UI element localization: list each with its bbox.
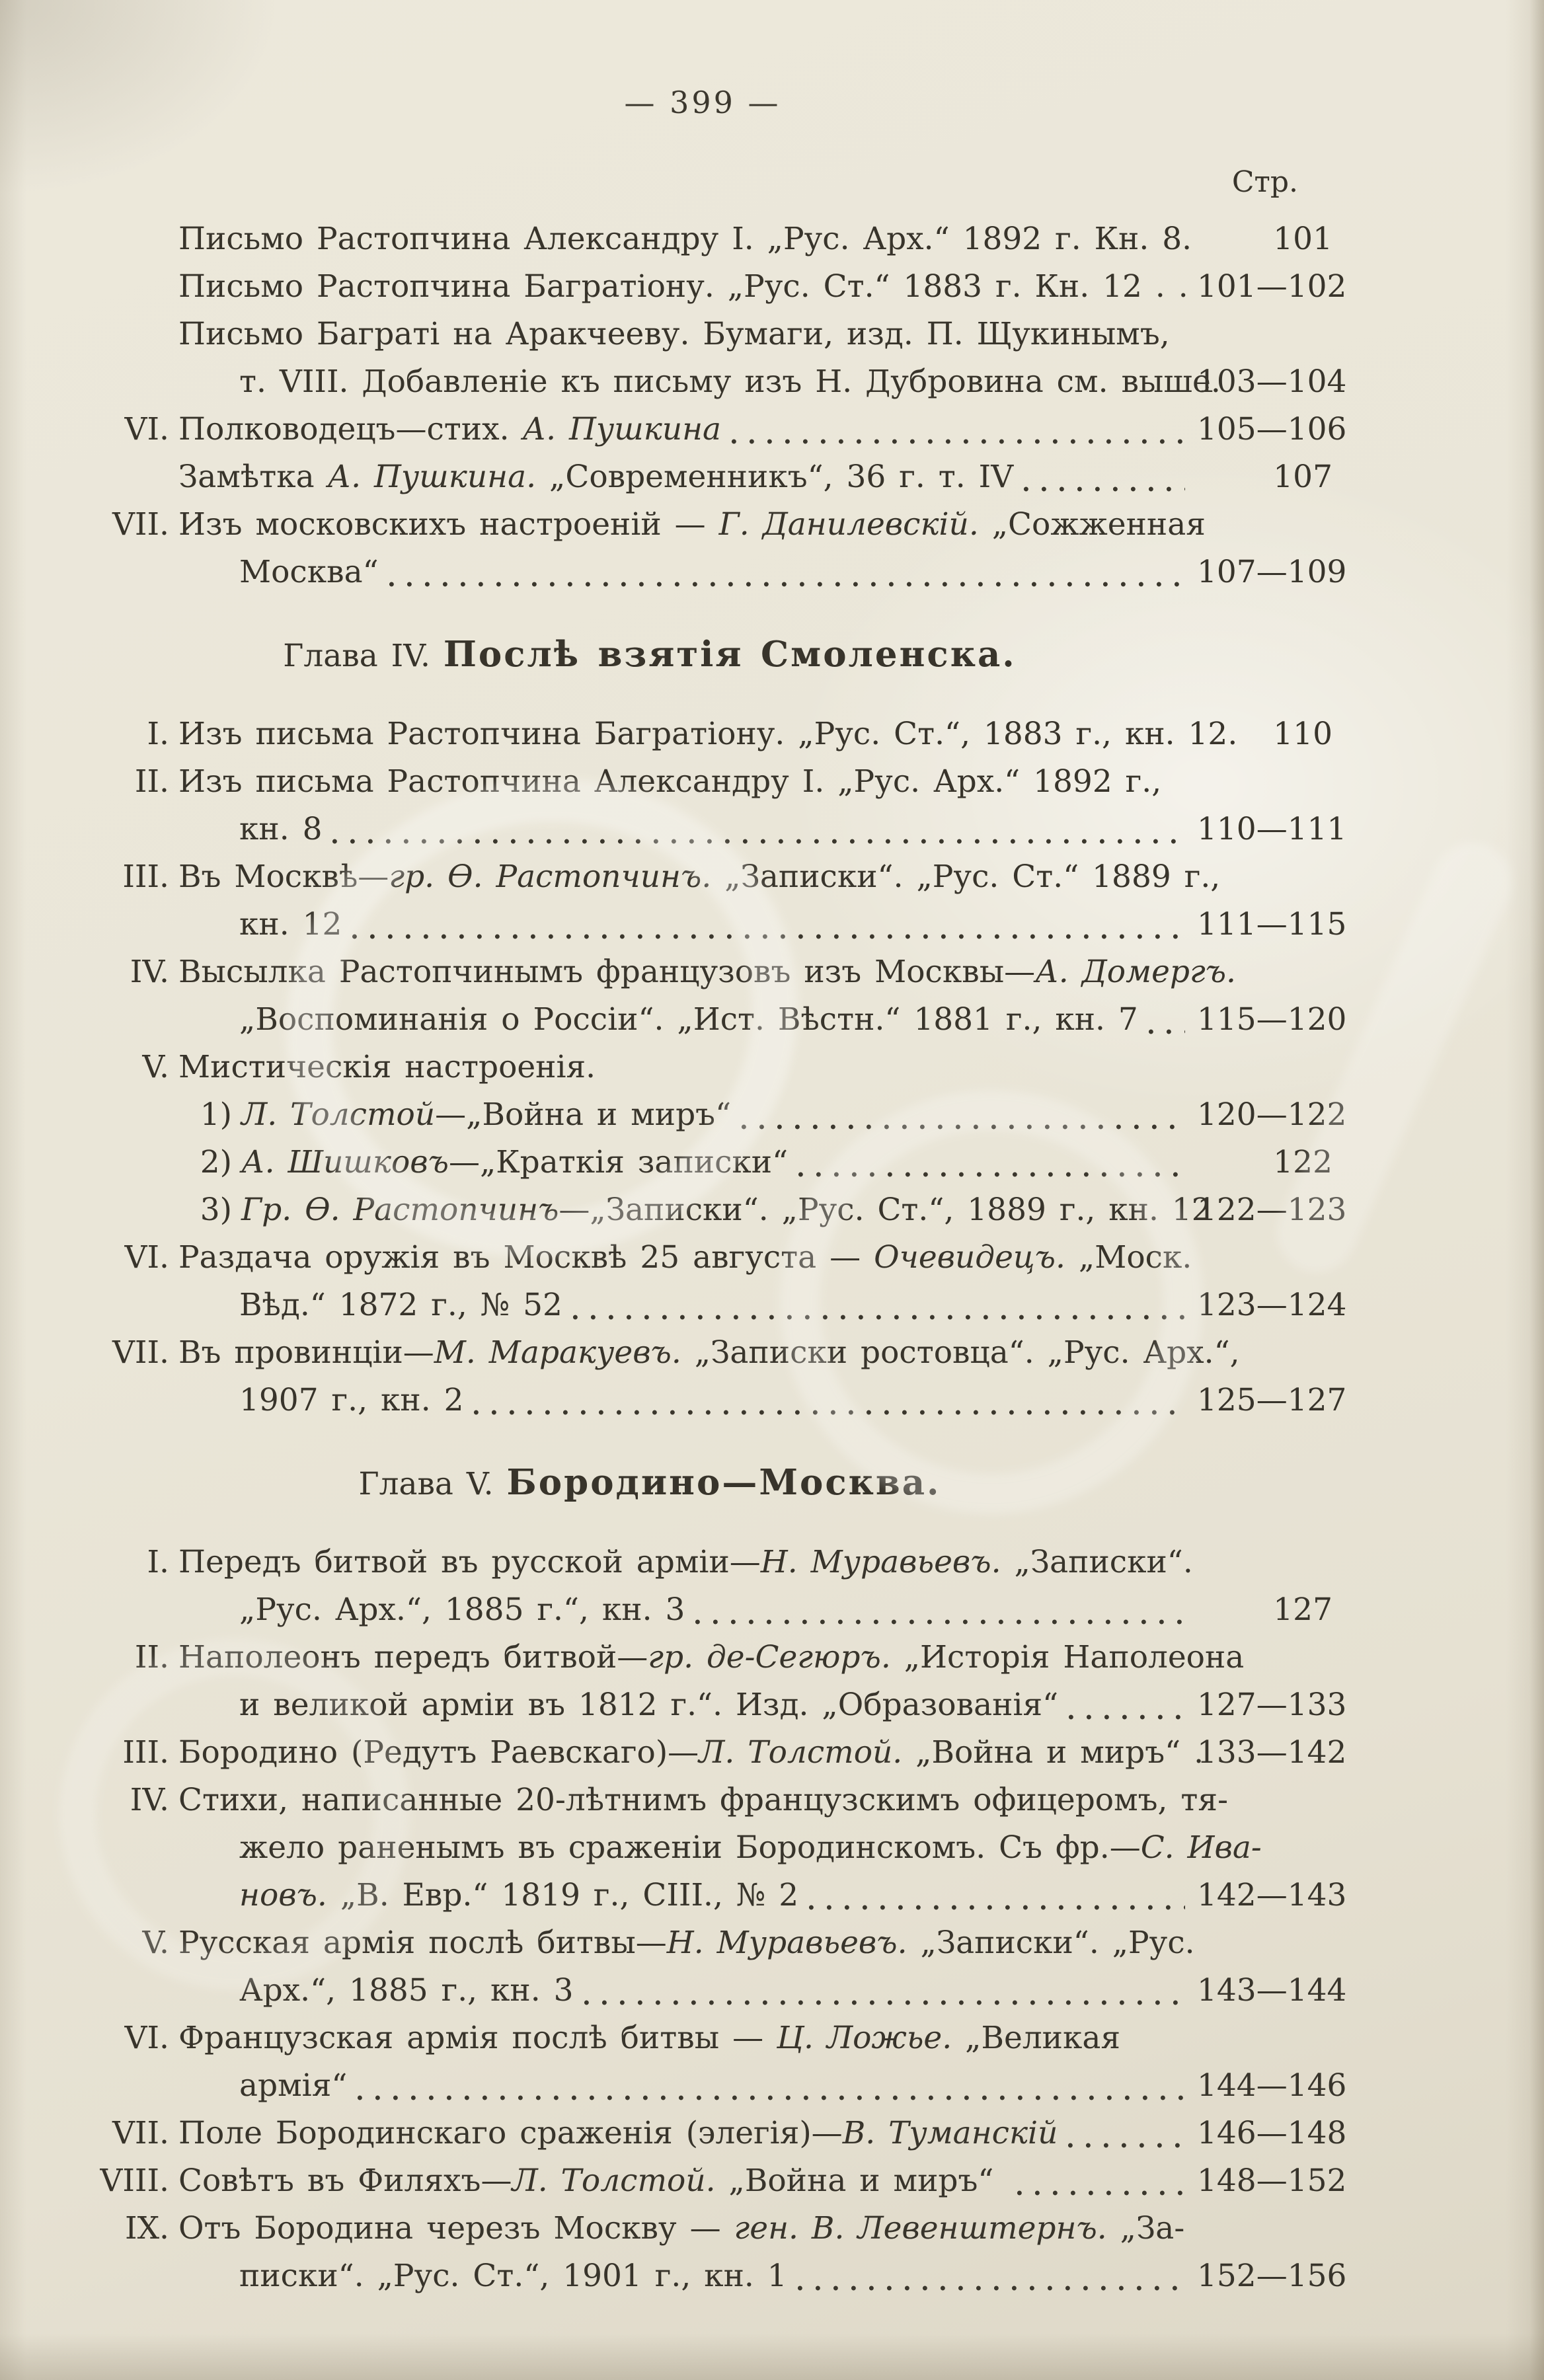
entry-line (178, 996, 1197, 1044)
entry-line (178, 2205, 1197, 2252)
entry-numeral: II. (134, 763, 169, 800)
entry-line-text (178, 406, 721, 453)
entry-line (178, 948, 1236, 996)
dot-leader (573, 1282, 1185, 1329)
toc-entry (99, 1186, 1347, 1234)
author-name: А. Пушкина (522, 411, 722, 447)
toc-entry (99, 1139, 1332, 1186)
dot-leader (1149, 996, 1185, 1044)
dot-leader (1024, 453, 1185, 501)
entry-line-text (178, 316, 1170, 352)
entry-line (178, 358, 1221, 406)
dot-leader (584, 1967, 1185, 2015)
entry-line (241, 1091, 1197, 1139)
entry-pages: 127 (1273, 1592, 1332, 1628)
entry-pages: 148—152 (1197, 2163, 1347, 2199)
entry-line (178, 2252, 1197, 2300)
entry-line-text (178, 1239, 1192, 1276)
entry-line-text (239, 1586, 685, 1634)
entry-line (178, 1377, 1197, 1424)
entry-line (178, 215, 1197, 263)
entry-line-text (239, 549, 379, 596)
entry-text (178, 710, 1238, 758)
entry-numeral: II. (134, 1639, 169, 1675)
entry-numeral: VIII. (100, 2163, 169, 2199)
entry-segment: Стихи, написанные 20-лѣтнимъ французскимъ офицеромъ, тя- (178, 1782, 1228, 1818)
chapter-heading-prefix: Глава V. (358, 1466, 507, 1502)
entry-text (178, 1729, 1204, 1777)
entry-segment: „Записки“. (1001, 1544, 1193, 1580)
entry-line-text (178, 1544, 1193, 1580)
entry-line-text (178, 859, 1220, 895)
entry-line (178, 263, 1197, 311)
author-name: Л. Толстой. (512, 2163, 716, 2199)
entry-segment: т. VIII. Добавленіе къ письму изъ Н. Дубровина см. выше. (239, 364, 1221, 400)
entry-line-text (178, 710, 1237, 758)
entry-segment: Русская армія послѣ битвы— (178, 1925, 667, 1961)
entry-text (178, 501, 1206, 596)
entry-numeral: 3) (200, 1192, 232, 1228)
entry-segment: Вѣд.“ 1872 г., № 52 (239, 1287, 562, 1323)
toc-entry (99, 1329, 1347, 1424)
entry-line-text (239, 901, 342, 948)
entry-numeral: 2) (200, 1144, 232, 1180)
entry-numeral: VI. (124, 2020, 169, 2056)
entry-line (178, 1234, 1197, 1282)
dot-leader (1068, 2110, 1185, 2157)
entry-text (178, 1919, 1197, 2015)
entry-pages: 111—115 (1197, 906, 1347, 942)
author-name: Н. Муравьевъ. (666, 1925, 907, 1961)
entry-line-text (178, 506, 1206, 543)
entry-pages: 122—123 (1197, 1192, 1347, 1228)
toc-entry (99, 1234, 1347, 1329)
entry-line-text (178, 2110, 1058, 2157)
entry-segment: „Записки“. „Рус. (907, 1925, 1195, 1961)
entry-line-text (239, 806, 322, 853)
entry-pages: 152—156 (1197, 2258, 1347, 2294)
entry-pages: 146—148 (1197, 2115, 1347, 2151)
entry-numeral: V. (142, 1049, 169, 1085)
entry-segment: „Сожженная (978, 506, 1206, 543)
entry-line (178, 1681, 1197, 1729)
entry-segment: „Записки“. „Рус. Ст.“ 1889 г., (711, 859, 1221, 895)
entry-line (178, 1282, 1197, 1329)
entry-segment: Высылка Растопчинымъ французовъ изъ Москвы— (178, 954, 1036, 990)
entry-line (178, 1329, 1240, 1377)
entry-segment: „В. Евр.“ 1819 г., СIII., № 2 (327, 1877, 799, 1913)
entry-text (178, 1539, 1197, 1634)
entry-segment: „Война и миръ“ . (902, 1734, 1204, 1771)
author-name: ген. В. Левенштернъ. (734, 2210, 1107, 2246)
dot-leader (1017, 2157, 1185, 2205)
entry-segment: Бородино (Редутъ Раевскаго)— (178, 1734, 699, 1771)
entry-line (178, 710, 1238, 758)
entry-segment: Въ провинціи— (178, 1334, 434, 1371)
dot-leader (695, 1586, 1185, 1634)
entry-pages: 110 (1273, 716, 1332, 752)
entry-segment: армія“ (239, 2067, 348, 2104)
entry-text (241, 1091, 1197, 1139)
entry-line (178, 1919, 1197, 1967)
dot-leader (809, 1872, 1185, 1919)
entry-line (178, 311, 1197, 358)
entry-line (178, 1729, 1204, 1777)
entry-pages: 105—106 (1197, 411, 1347, 447)
entry-numeral: 1) (200, 1096, 232, 1133)
toc-entry (99, 853, 1347, 948)
entry-line-text (178, 763, 1161, 800)
entry-segment: писки“. „Рус. Ст.“, 1901 г., кн. 1 (239, 2258, 787, 2294)
author-name: М. Маракуевъ. (434, 1334, 681, 1371)
entry-text (178, 1634, 1245, 1729)
entry-line-text (178, 215, 1192, 263)
entry-pages: 103—104 (1197, 364, 1347, 400)
entry-line-text (178, 453, 1013, 501)
entry-line (178, 501, 1206, 549)
toc-entry (99, 758, 1347, 853)
author-name: В. Туманскій (842, 2115, 1058, 2151)
dot-leader (798, 1139, 1185, 1186)
entry-line-text (178, 1925, 1195, 1961)
entry-line-text (178, 2157, 1007, 2205)
entry-pages: 144—146 (1197, 2067, 1347, 2104)
entry-line-text (239, 1829, 1262, 1866)
entry-text (178, 853, 1221, 948)
dot-leader (606, 1044, 1185, 1091)
author-name: А. Домергъ. (1035, 954, 1236, 990)
entry-line-text (239, 2252, 787, 2300)
entry-line-text (178, 1729, 1204, 1777)
author-name: А. Шишковъ (241, 1144, 449, 1180)
entry-segment: Раздача оружія въ Москвѣ 25 августа — (178, 1239, 874, 1276)
entry-pages: 107—109 (1197, 554, 1347, 590)
entry-text (178, 1777, 1262, 1919)
toc-entry (99, 1634, 1347, 1729)
author-name: А. Пушкина. (327, 459, 537, 495)
entry-line-text (239, 1967, 574, 2015)
chapter-heading (99, 1459, 1200, 1508)
entry-line-text (178, 954, 1236, 990)
entry-pages: 120—122 (1197, 1096, 1347, 1133)
author-name: новъ. (239, 1877, 327, 1913)
entry-line (178, 1777, 1228, 1824)
entry-segment: Совѣтъ въ Филяхъ— (178, 2163, 512, 2199)
entry-line (178, 549, 1197, 596)
entry-line-text (239, 1377, 463, 1424)
toc-entry (99, 501, 1347, 596)
entry-pages: 107 (1273, 459, 1332, 495)
entry-segment: Письмо Растопчина Александру I. „Рус. Арх.“ 1892 г. Кн. 8. (178, 221, 1192, 257)
entry-line (178, 806, 1197, 853)
entry-segment: и великой арміи въ 1812 г.“. Изд. „Образованія“ (239, 1687, 1059, 1723)
dot-leader (742, 1091, 1185, 1139)
toc-entry (99, 1044, 1332, 1091)
dot-leader (798, 2252, 1185, 2300)
entry-line (178, 1967, 1197, 2015)
entry-segment: 1907 г., кн. 2 (239, 1382, 464, 1418)
entry-segment: Отъ Бородина черезъ Москву — (178, 2210, 734, 2246)
chapter-heading-prefix: Глава IV. (283, 638, 444, 674)
chapter-heading-title: Бородино—Москва. (506, 1462, 941, 1503)
entry-line (178, 1586, 1197, 1634)
entry-line (178, 1872, 1197, 1919)
toc-entry (99, 2015, 1347, 2110)
entry-segment: „Воспоминанія о Россіи“. „Ист. Вѣстн.“ 1881 г., кн. 7 (239, 1001, 1138, 1038)
page-number: — 399 — (624, 85, 781, 120)
entry-text (178, 2110, 1197, 2157)
entry-line-text (178, 2020, 1120, 2056)
entry-segment: „За- (1106, 2210, 1185, 2246)
entry-line (178, 2015, 1197, 2062)
entry-text (178, 311, 1221, 406)
entry-line-text (178, 1639, 1244, 1675)
entry-line (178, 901, 1197, 948)
entry-segment: кн. 8 (239, 811, 323, 847)
toc-entry (99, 453, 1332, 501)
entry-segment: Полководецъ—стих. (178, 411, 523, 447)
table-of-contents (99, 159, 1347, 2300)
entry-segment: „Исторія Наполеона (890, 1639, 1245, 1675)
entry-numeral: IV. (130, 1782, 169, 1818)
author-name: Ц. Ложье. (777, 2020, 952, 2056)
toc-entry (99, 1091, 1347, 1139)
entry-numeral: VII. (112, 1334, 169, 1371)
dot-leader (332, 806, 1185, 853)
entry-line (178, 2110, 1197, 2157)
dot-leader (352, 901, 1185, 948)
entry-line-text (178, 2210, 1184, 2246)
entry-segment: Москва“ (239, 554, 379, 590)
entry-segment: „Великая (952, 2020, 1121, 2056)
entry-segment: Замѣтка (178, 459, 328, 495)
entry-segment: —„Краткія записки“ (448, 1144, 789, 1180)
entry-pages: 101 (1273, 221, 1332, 257)
entry-line-text (239, 358, 1221, 406)
entry-text (178, 2157, 1197, 2205)
dot-leader (358, 2062, 1185, 2110)
entry-text (178, 1234, 1197, 1329)
entry-line-text (241, 1139, 788, 1186)
entry-text (178, 453, 1197, 501)
entry-line-text (241, 1186, 1212, 1234)
chapter-heading (99, 631, 1200, 680)
entry-numeral: III. (122, 859, 169, 895)
entry-numeral: IX. (125, 2210, 169, 2246)
entry-line-text (178, 1782, 1228, 1818)
entry-pages: 115—120 (1197, 1001, 1347, 1038)
toc-entry (99, 2110, 1347, 2157)
entry-pages: 127—133 (1197, 1687, 1347, 1723)
toc-entry (99, 2205, 1347, 2300)
entry-pages: 125—127 (1197, 1382, 1347, 1418)
entry-segment: Мистическія настроенія. (178, 1049, 596, 1085)
entry-pages: 110—111 (1197, 811, 1347, 847)
entry-segment: Поле Бородинскаго сраженія (элегія)— (178, 2115, 843, 2151)
entry-line-text (239, 1282, 562, 1329)
entry-segment: Письмо Растопчина Багратіону. „Рус. Ст.“ 1883 г. Кн. 12 . . (178, 268, 1188, 305)
entry-text (241, 1186, 1212, 1234)
entry-segment: Изъ письма Растопчина Багратіону. „Рус. Ст.“, 1883 г., кн. 12. (178, 716, 1238, 752)
entry-line-text (239, 1872, 798, 1919)
entry-line (178, 1634, 1245, 1681)
entry-line-text (178, 263, 1188, 311)
dot-leader (389, 549, 1185, 596)
entry-pages: 101—102 (1197, 268, 1347, 305)
entry-text (178, 406, 1197, 453)
entry-line-text (241, 1091, 731, 1139)
entry-numeral: V. (142, 1925, 169, 1961)
toc-entry (99, 948, 1347, 1044)
entry-segment: „Рус. Арх.“, 1885 г.“, кн. 3 (239, 1592, 685, 1628)
entry-line (178, 2157, 1197, 2205)
toc-entry (99, 1729, 1347, 1777)
dot-leader (474, 1377, 1185, 1424)
author-name: Л. Толстой (241, 1096, 436, 1133)
author-name: Л. Толстой. (699, 1734, 903, 1771)
entry-line (178, 2062, 1197, 2110)
entry-pages: 133—142 (1197, 1734, 1347, 1771)
entry-line (178, 406, 1197, 453)
toc-entry (99, 311, 1347, 406)
entry-text (178, 948, 1236, 1044)
entry-segment: кн. 12 (239, 906, 342, 942)
entry-text (178, 2205, 1197, 2300)
entry-pages: 142—143 (1197, 1877, 1347, 1913)
entry-numeral: I. (147, 1544, 169, 1580)
entry-line (241, 1186, 1212, 1234)
entry-line-text (239, 2062, 347, 2110)
author-name: Очевидецъ. (874, 1239, 1065, 1276)
author-name: Гр. Ѳ. Растопчинъ (241, 1192, 559, 1228)
toc-entry (99, 1919, 1347, 2015)
entry-segment: „Современникъ“, 36 г. т. IV (536, 459, 1014, 495)
entry-text (178, 263, 1197, 311)
author-name: Г. Данилевскій. (718, 506, 979, 543)
entry-segment: Арх.“, 1885 г., кн. 3 (239, 1972, 574, 2009)
page-column-header: Стр. (1231, 165, 1298, 199)
dot-leader (1069, 1681, 1185, 1729)
author-name: гр. де-Сегюръ. (648, 1639, 891, 1675)
entry-numeral: VII. (112, 506, 169, 543)
author-name: Н. Муравьевъ. (760, 1544, 1001, 1580)
toc-sections (99, 215, 1347, 2300)
entry-pages: 123—124 (1197, 1287, 1347, 1323)
entry-segment: Французская армія послѣ битвы — (178, 2020, 777, 2056)
entry-numeral: VI. (124, 411, 169, 447)
entry-line-text (178, 1044, 596, 1091)
entry-text (178, 1044, 1197, 1091)
entry-segment: —„Война и миръ“ (435, 1096, 732, 1133)
entry-numeral: III. (122, 1734, 169, 1771)
entry-line (178, 1824, 1262, 1872)
entry-line (178, 853, 1221, 901)
entry-segment: Изъ письма Растопчина Александру I. „Рус. Арх.“ 1892 г., (178, 763, 1162, 800)
toc-entry (99, 2157, 1347, 2205)
toc-entry (99, 1777, 1347, 1919)
entry-line-text (178, 1334, 1240, 1371)
entry-text (178, 758, 1197, 853)
toc-entry (99, 710, 1332, 758)
entry-text (241, 1139, 1197, 1186)
entry-segment: —„Записки“. „Рус. Ст.“, 1889 г., кн. 12 (559, 1192, 1212, 1228)
entry-line (178, 758, 1197, 806)
entry-numeral: I. (147, 716, 169, 752)
entry-line-text (239, 996, 1138, 1044)
entry-numeral: IV. (130, 954, 169, 990)
entry-text (178, 1329, 1240, 1424)
chapter-heading-title: Послѣ взятія Смоленска. (443, 634, 1017, 675)
entry-segment: жело раненымъ въ сраженіи Бородинскомъ. Съ фр.— (239, 1829, 1141, 1866)
entry-line-text (239, 1681, 1058, 1729)
entry-line (178, 453, 1197, 501)
entry-segment: Въ Москвѣ— (178, 859, 389, 895)
entry-numeral: VII. (112, 2115, 169, 2151)
author-name: С. Ива- (1140, 1829, 1262, 1866)
entry-segment: Наполеонъ передъ битвой— (178, 1639, 648, 1675)
entry-line (178, 1044, 1197, 1091)
dot-leader (732, 406, 1185, 453)
entry-segment: Изъ московскихъ настроеній — (178, 506, 719, 543)
author-name: гр. Ѳ. Растопчинъ. (389, 859, 712, 895)
entry-segment: Письмо Баграті на Аракчееву. Бумаги, изд. П. Щукинымъ, (178, 316, 1170, 352)
entry-pages: 122 (1273, 1144, 1332, 1180)
entry-line (178, 1539, 1197, 1586)
entry-segment: Передъ битвой въ русской арміи— (178, 1544, 761, 1580)
entry-numeral: VI. (124, 1239, 169, 1276)
entry-segment: „Моск. (1065, 1239, 1192, 1276)
toc-entry (99, 1539, 1332, 1634)
toc-entry (99, 406, 1347, 453)
toc-entry (99, 215, 1332, 263)
toc-entry (99, 263, 1347, 311)
entry-segment: „Война и миръ“ (715, 2163, 1007, 2199)
entry-text (178, 2015, 1197, 2110)
entry-pages: 143—144 (1197, 1972, 1347, 2009)
entry-text (178, 215, 1197, 263)
entry-segment: „Записки ростовца“. „Рус. Арх.“, (681, 1334, 1240, 1371)
entry-line (241, 1139, 1197, 1186)
